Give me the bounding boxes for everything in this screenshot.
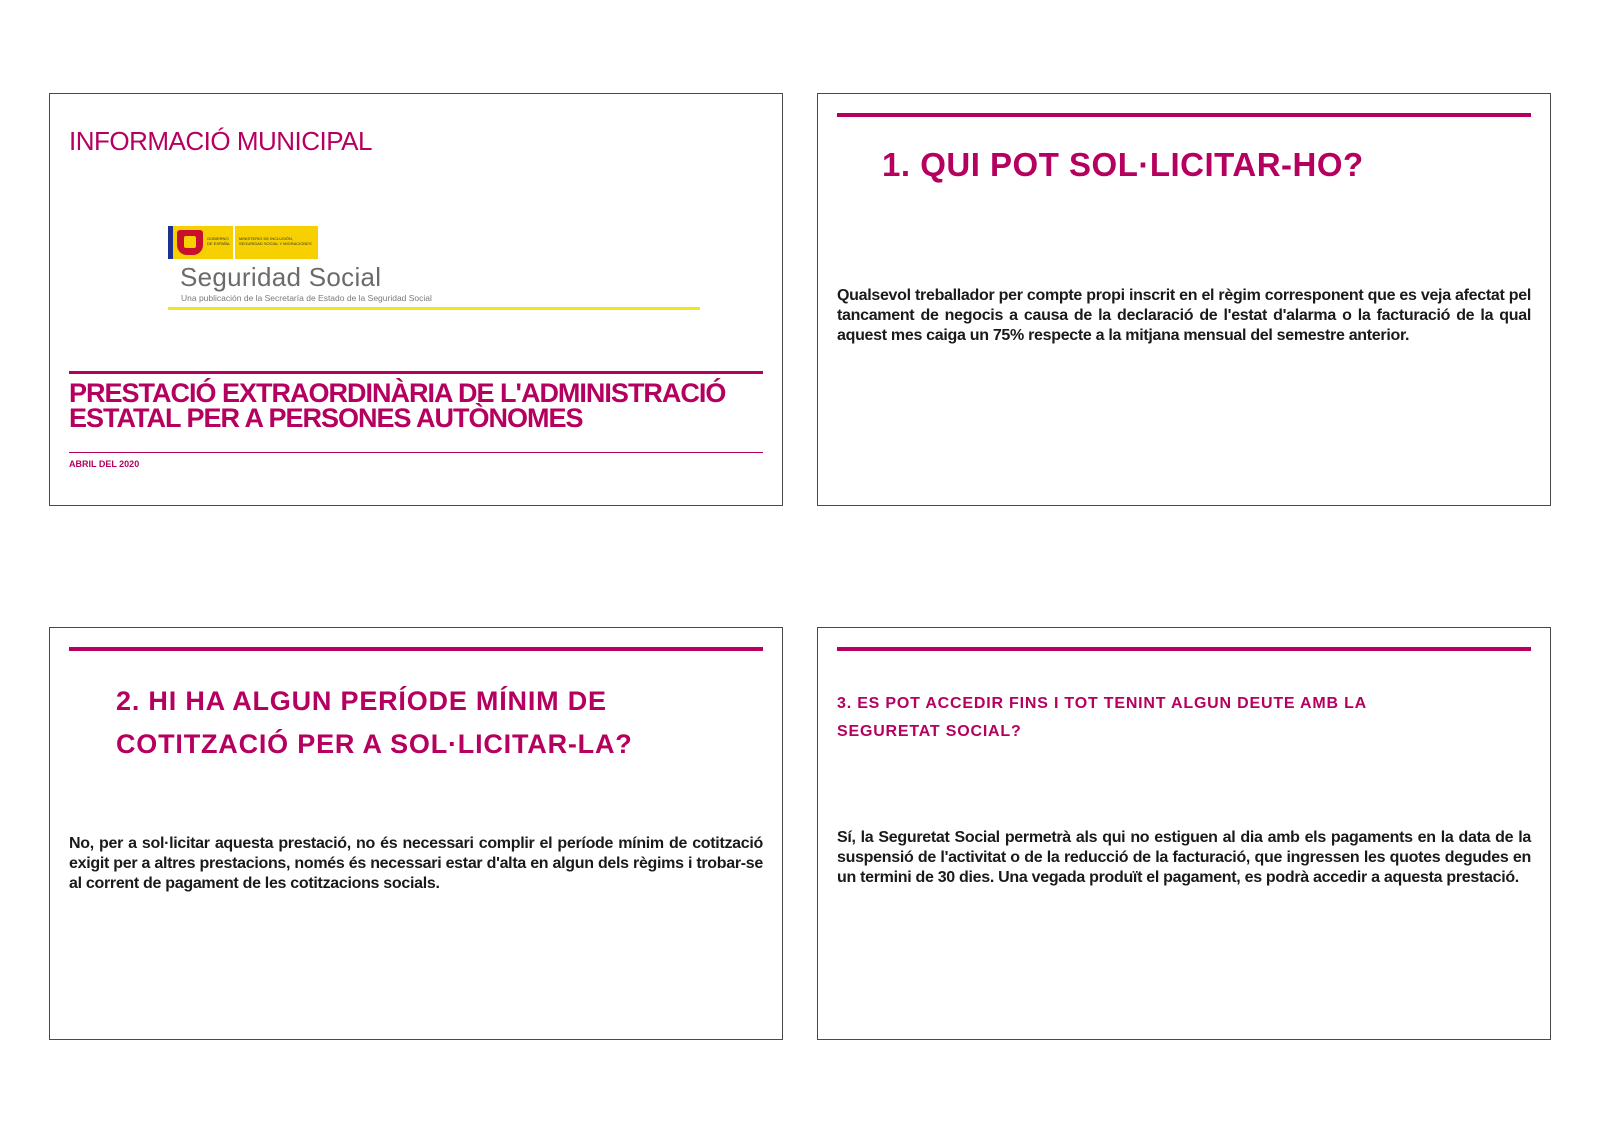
cover-title-line-1: PRESTACIÓ EXTRAORDINÀRIA DE L'ADMINISTRACIÓ	[69, 378, 726, 408]
logo-government-bar	[168, 226, 318, 259]
question-2-heading-line-1: 2. HI HA ALGUN PERÍODE MÍNIM DE	[116, 686, 607, 716]
logo-gobierno-text: GOBIERNO DE ESPAÑA	[207, 236, 230, 246]
cover-title	[69, 378, 726, 433]
cover-thin-divider	[69, 452, 763, 453]
slide-cover	[49, 93, 783, 506]
coat-of-arms-icon	[177, 230, 203, 255]
slide-question-2	[49, 627, 783, 1040]
question-3-answer: Sí, la Seguretat Social permetrà als qui no estiguen al dia amb els pagaments en la data de la suspensió de l'activitat o de la reducció de la facturació, que ingressen les quotes degudes en un termini de 30 dies. Una vegada produït el pagament, es podrà accedir a aquesta prestació.	[837, 829, 1531, 886]
cover-divider	[69, 371, 763, 374]
slide-top-rule	[837, 647, 1531, 651]
question-3-heading-line-2: SEGURETAT SOCIAL?	[837, 723, 1022, 740]
cover-kicker: INFORMACIÓ MUNICIPAL	[69, 126, 372, 156]
slide-top-rule	[837, 113, 1531, 117]
logo-separator	[233, 226, 235, 259]
question-2-heading-line-2: COTITZACIÓ PER A SOL·LICITAR-LA?	[116, 729, 633, 759]
logo-ministerio-text: MINISTERIO DE INCLUSIÓN, SEGURIDAD SOCIAL Y MIGRACIONES	[239, 236, 312, 246]
slide-top-rule	[69, 647, 763, 651]
question-3-heading-line-1: 3. ES POT ACCEDIR FINS I TOT TENINT ALGUN DEUTE AMB LA	[837, 695, 1368, 712]
slide-question-1	[817, 93, 1551, 506]
cover-title-line-2: ESTATAL PER A PERSONES AUTÒNOMES	[69, 403, 583, 433]
question-1-heading: 1. QUI POT SOL·LICITAR-HO?	[882, 146, 1364, 183]
cover-date: ABRIL DEL 2020	[69, 459, 140, 469]
logo-flag-stripe	[168, 226, 173, 259]
question-2-answer: No, per a sol·licitar aquesta prestació, no és necessari complir el període mínim de cotització exigit per a altres prestacions, només és necessari estar d'alta en algun dels règims i trobar-se al corrent de pagament de les cotitzacions socials.	[69, 835, 763, 892]
question-1-answer: Qualsevol treballador per compte propi inscrit en el règim corresponent que es veja afectat pel tancament de negocis a causa de la declaració de l'estat d'alarma o la facturació de la qual aquest mes caiga un 75% respecte a la mitjana mensual del semestre anterior.	[837, 287, 1531, 344]
question-2-heading	[116, 680, 633, 766]
seguridad-social-logo	[168, 226, 716, 316]
logo-underline	[168, 307, 700, 310]
logo-subtitle: Una publicación de la Secretaría de Estado de la Seguridad Social	[181, 293, 432, 303]
question-3-heading	[837, 690, 1367, 746]
slide-question-3	[817, 627, 1551, 1040]
logo-name: Seguridad Social	[180, 262, 382, 292]
